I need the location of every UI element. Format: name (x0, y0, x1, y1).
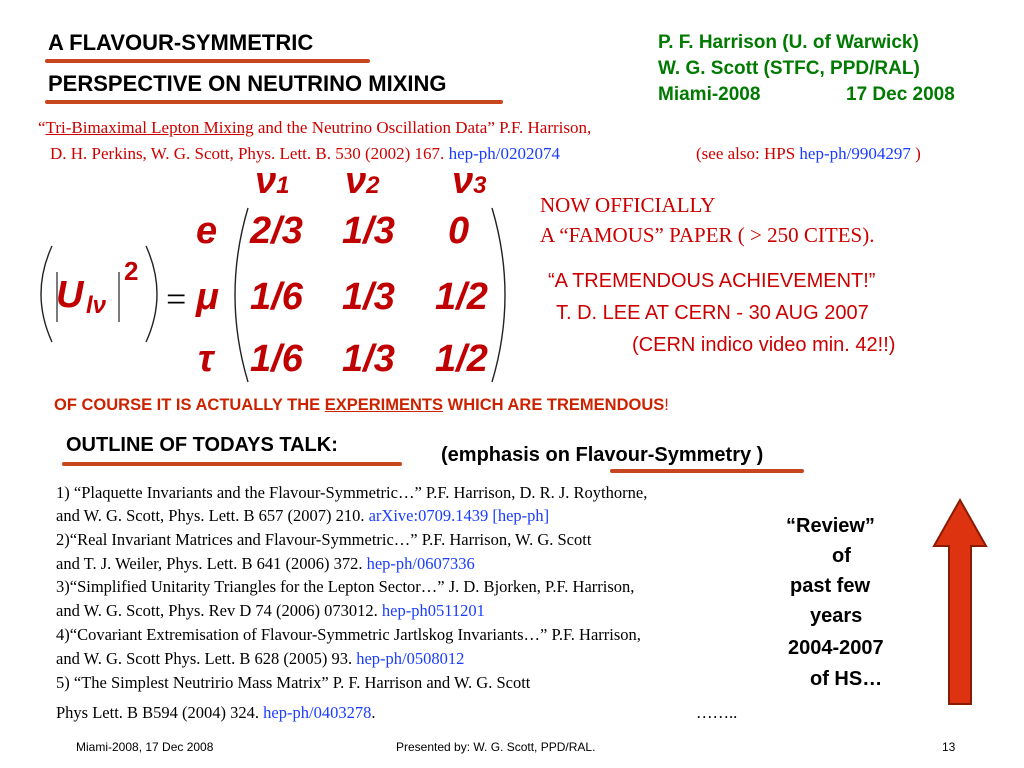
see-also-link[interactable]: hep-ph/9904297 (799, 144, 911, 163)
ref-3-line-1: 3)“Simplified Unitarity Triangles for the Lepton Sector…” J. D. Bjorken, P.F. Harrison, (56, 577, 635, 596)
ref-5-tail: . (371, 703, 376, 722)
citation-open-quote: “ (38, 118, 46, 137)
nu-subscript-2: 2 (366, 172, 380, 199)
famous-line-1: NOW OFFICIALLY (540, 193, 716, 217)
matrix-right-paren (492, 208, 505, 382)
matrix-cell-tau1: 1/6 (250, 338, 303, 380)
ref-2-link[interactable]: hep-ph/0607336 (366, 554, 475, 573)
matrix-cell-e2: 1/3 (342, 210, 395, 252)
matrix-cell-mu2: 1/3 (342, 276, 395, 318)
lhs-U: U (56, 274, 84, 316)
ref-4-line-2 (56, 649, 464, 669)
ref-2-line-1: 2)“Real Invariant Matrices and Flavour-Symmetric…” P.F. Harrison, W. G. Scott (56, 530, 592, 549)
review-line-6: of HS… (810, 668, 883, 690)
outline-heading: OUTLINE OF TODAYS TALK: (66, 434, 338, 456)
emphasis-suffix: ) (751, 444, 764, 466)
review-line-1: “Review” (786, 515, 875, 537)
ref-4-line-1: 4)“Covariant Extremisation of Flavour-Symmetric Jartlskog Invariants…” P.F. Harrison, (56, 625, 641, 644)
nu-subscript-1: 1 (276, 172, 290, 199)
experiments-emph: EXPERIMENTS (324, 396, 444, 414)
title-line-1: A FLAVOUR-SYMMETRIC (48, 30, 314, 55)
footer-center: Presented by: W. G. Scott, PPD/RAL. (396, 740, 596, 754)
title-line-2: PERSPECTIVE ON NEUTRINO MIXING (48, 71, 447, 96)
outline-underline (62, 462, 402, 466)
famous-line-2: A “FAMOUS” PAPER ( > 250 CITES). (540, 223, 875, 247)
footer-left: Miami-2008, 17 Dec 2008 (76, 740, 214, 754)
ref-5-text: Phys Lett. B B594 (2004) 324. (56, 703, 264, 722)
nu-symbol-3: ν (452, 160, 474, 202)
quote-line-2: T. D. LEE AT CERN - 30 AUG 2007 (556, 302, 869, 324)
author-line-2: W. G. Scott (STFC, PPD/RAL) (658, 58, 920, 79)
lhs-left-paren (41, 246, 52, 342)
lhs-right-paren (146, 246, 157, 342)
citation-authors: D. H. Perkins, W. G. Scott, Phys. Lett. B. 530 (2002) 167. (50, 144, 449, 163)
matrix-left-paren (235, 208, 248, 382)
nu-subscript-3: 3 (473, 172, 487, 199)
ref-1-text: and W. G. Scott, Phys. Lett. B 657 (2007) 210. (56, 506, 369, 525)
review-line-5: 2004-2007 (788, 637, 884, 659)
matrix-cell-mu3: 1/2 (435, 276, 488, 318)
footer-page-number: 13 (942, 740, 956, 754)
ref-5-line-1: 5) “The Simplest Neutririo Mass Matrix” P. F. Harrison and W. G. Scott (56, 673, 531, 692)
emphasis-underline (610, 469, 804, 473)
author-date-left: Miami-2008 (658, 84, 761, 105)
ref-2-text: and T. J. Weiler, Phys. Lett. B 641 (2006) 372. (56, 554, 367, 573)
lhs-subscript: lν (86, 292, 107, 319)
experiments-bang: ! (664, 396, 669, 414)
ref-5-line-2 (56, 703, 375, 723)
quote-line-3: (CERN indico video min. 42!!) (632, 334, 896, 356)
ref-4-text: and W. G. Scott Phys. Lett. B 628 (2005) 93. (56, 649, 357, 668)
ref-3-text: and W. G. Scott, Phys. Rev D 74 (2006) 073012. (56, 601, 382, 620)
ref-1-line-2 (56, 506, 549, 526)
quote-line-1: “A TREMENDOUS ACHIEVEMENT!” (548, 270, 876, 292)
ref-3-line-2 (56, 601, 485, 621)
review-line-2: of (832, 545, 851, 567)
citation-title-link[interactable]: Tri-Bimaximal Lepton Mixing (45, 118, 254, 137)
matrix-row-label-mu: μ (196, 276, 219, 318)
ref-2-line-2 (56, 554, 475, 574)
review-line-4: years (810, 605, 863, 627)
matrix-row-label-e: e (196, 210, 218, 252)
nu-symbol-1: ν (255, 160, 277, 202)
matrix-cell-mu1: 1/6 (250, 276, 303, 318)
ref-1-link[interactable]: arXive:0709.1439 [hep-ph] (368, 506, 550, 525)
author-line-1: P. F. Harrison (U. of Warwick) (658, 32, 919, 53)
outline-emphasis (441, 444, 763, 467)
emphasis-prefix: (emphasis on (441, 444, 576, 466)
ref-ellipsis: …….. (696, 703, 738, 722)
matrix-cell-tau2: 1/3 (342, 338, 395, 380)
experiments-after: WHICH ARE TREMENDOUS (443, 396, 665, 414)
citation-arxiv-link[interactable]: hep-ph/0202074 (448, 144, 560, 163)
see-also-text: (see also: HPS (696, 144, 800, 163)
up-arrow-icon (930, 496, 990, 708)
experiments-before: OF COURSE IT IS ACTUALLY THE (54, 396, 325, 414)
matrix-cell-e1: 2/3 (250, 210, 303, 252)
citation-rest: and the Neutrino Oscillation Data” P.F. Harrison, (253, 118, 592, 137)
review-line-3: past few (790, 575, 871, 597)
lhs-equals: = (166, 279, 187, 319)
experiments-line (54, 396, 669, 415)
lhs-power: 2 (124, 256, 139, 286)
nu-symbol-2: ν (345, 160, 367, 202)
author-date-right: 17 Dec 2008 (846, 84, 955, 105)
matrix-row-label-tau: τ (198, 338, 214, 380)
see-also-close: ) (910, 144, 921, 163)
matrix-cell-e3: 0 (448, 210, 470, 252)
emphasis-word: Flavour-Symmetry (575, 444, 752, 466)
ref-5-link[interactable]: hep-ph/0403278 (263, 703, 372, 722)
ref-3-link[interactable]: hep-ph0511201 (381, 601, 485, 620)
ref-1-line-1: 1) “Plaquette Invariants and the Flavour-Symmetric…” P.F. Harrison, D. R. J. Roythorne, (56, 483, 648, 502)
matrix-cell-tau3: 1/2 (435, 338, 488, 380)
ref-4-link[interactable]: hep-ph/0508012 (356, 649, 465, 668)
